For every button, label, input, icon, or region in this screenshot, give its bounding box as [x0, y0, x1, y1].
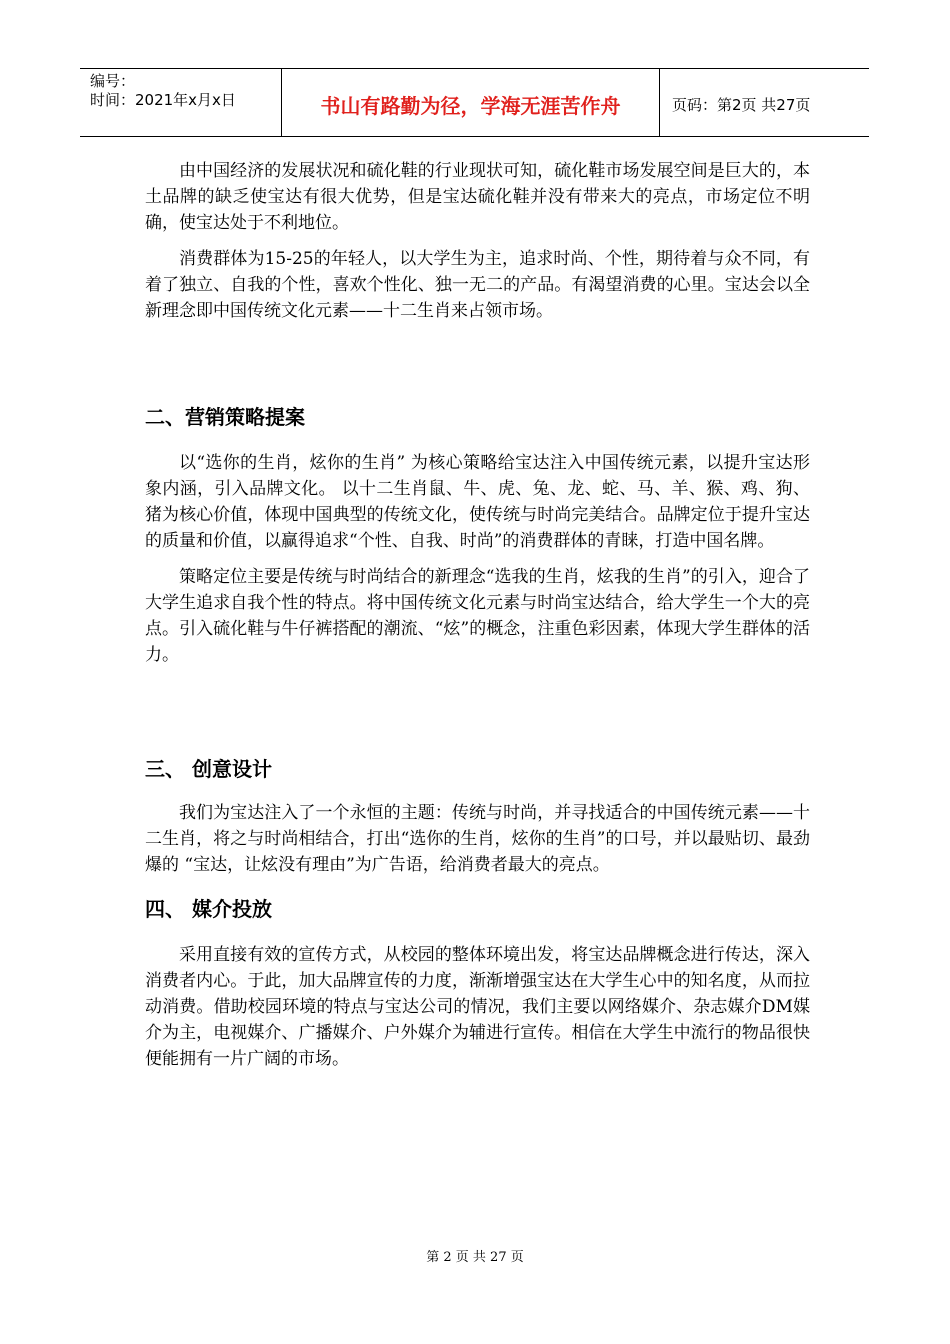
paragraph-market-analysis: 由中国经济的发展状况和硫化鞋的行业现状可知，硫化鞋市场发展空间是巨大的，本土品牌的缺乏使宝达有很大优势，但是宝达硫化鞋并没有带来大的亮点，市场定位不明确，使宝达处于不利地位。 [145, 161, 810, 233]
section-heading-marketing-strategy: 二、营销策略提案 [145, 405, 305, 429]
paragraph-strategy-positioning: 策略定位主要是传统与时尚结合的新理念“选我的生肖，炫我的生肖”的引入，迎合了大学生追求自我个性的特点。将中国传统文化元素与时尚宝达结合，给大学生一个大的亮点。引入硫化鞋与牛仔裤搭配的潮流、“炫”的概念，注重色彩因素，体现大学生群体的活力。 [145, 567, 810, 665]
paragraph-core-strategy: 以“选你的生肖，炫你的生肖” 为核心策略给宝达注入中国传统元素，以提升宝达形象内涵，引入品牌文化。 以十二生肖鼠、牛、虎、兔、龙、蛇、马、羊、猴、鸡、狗、猪为核心价值，体现中国典型的传统文化，使传统与时尚完美结合。品牌定位于提升宝达的质量和价值，以赢得追求“个性、自我、时尚”的消费群体的青睐，打造中国名牌。 [145, 453, 810, 551]
header-left-cell [80, 69, 282, 136]
header-table [80, 68, 869, 137]
page-footer: 第 2 页 共 27 页 [426, 1250, 524, 1265]
document-body [145, 158, 810, 1072]
header-page-info: 页码：第2页 共27页 [672, 96, 811, 114]
section-heading-media-placement: 四、 媒介投放 [145, 897, 272, 921]
header-motto: 书山有路勤为径，学海无涯苦作舟 [320, 94, 621, 118]
paragraph-consumer-group: 消费群体为15-25的年轻人，以大学生为主，追求时尚、个性，期待着与众不同，有着了独立、自我的个性，喜欢个性化、独一无二的产品。有渴望消费的心里。宝达会以全新理念即中国传统文化元素——十二生肖来占领市场。 [145, 249, 810, 321]
header-motto-cell [282, 69, 660, 136]
document-number-label: 编号： [90, 72, 136, 90]
document-time-label: 时间：2021年x月x日 [90, 91, 236, 109]
paragraph-media-approach: 采用直接有效的宣传方式，从校园的整体环境出发，将宝达品牌概念进行传达，深入消费者内心。于此，加大品牌宣传的力度，渐渐增强宝达在大学生心中的知名度，从而拉动消费。借助校园环境的特点与宝达公司的情况，我们主要以网络媒介、杂志媒介DM媒介为主，电视媒介、广播媒介、户外媒介为辅进行宣传。相信在大学生中流行的物品很快便能拥有一片广阔的市场。 [145, 945, 810, 1069]
section-heading-creative-design: 三、 创意设计 [145, 757, 272, 781]
paragraph-creative-theme: 我们为宝达注入了一个永恒的主题：传统与时尚，并寻找适合的中国传统元素——十二生肖，将之与时尚相结合，打出“选你的生肖，炫你的生肖”的口号，并以最贴切、最劲爆的 “宝达，让炫没有理由”为广告语，给消费者最大的亮点。 [145, 803, 810, 875]
